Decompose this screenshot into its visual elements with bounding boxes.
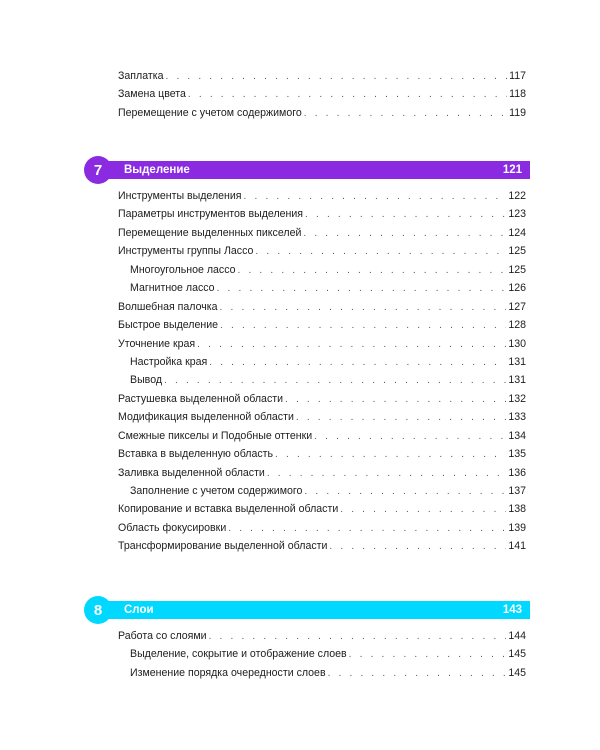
toc-entry-page: 119	[509, 106, 526, 119]
toc-entry-page: 133	[508, 411, 526, 424]
toc-entry-title: Инструменты выделения	[118, 190, 242, 202]
toc-entry-title: Выделение, сокрытие и отображение слоев	[130, 648, 347, 661]
toc-entry[interactable]	[84, 104, 530, 122]
toc-entry[interactable]	[84, 627, 530, 645]
toc-subentry[interactable]	[84, 371, 530, 389]
toc-entry-page: 127	[508, 300, 526, 313]
chapter-7-page: 121	[502, 164, 522, 176]
toc-entry-page: 118	[509, 88, 526, 101]
toc-leader-dots	[275, 446, 506, 464]
toc-entry-page: 139	[508, 521, 526, 534]
toc-entry[interactable]	[84, 519, 530, 537]
toc-entry[interactable]	[84, 537, 530, 555]
toc-entry-page: 137	[508, 485, 526, 497]
toc-entry-page: 131	[508, 374, 526, 387]
toc-entry-page: 144	[508, 630, 526, 642]
toc-entry[interactable]	[84, 224, 530, 242]
toc-leader-dots	[228, 520, 506, 538]
toc-entry-title: Магнитное лассо	[130, 282, 215, 295]
toc-leader-dots	[328, 665, 507, 683]
toc-entry-title: Изменение порядка очередности слоев	[130, 666, 326, 679]
toc-subentry[interactable]	[84, 279, 530, 297]
toc-entry-title: Работа со слоями	[118, 630, 207, 642]
chapter-7-title: Выделение	[124, 164, 190, 176]
toc-leader-dots	[329, 538, 506, 556]
toc-leader-dots	[220, 317, 506, 335]
toc-entry-page: 141	[508, 540, 526, 553]
toc-subentry[interactable]	[84, 645, 530, 663]
toc-entry-page: 134	[508, 429, 526, 442]
toc-subentry[interactable]	[84, 353, 530, 371]
toc-leader-dots	[244, 188, 507, 206]
toc-entry-page: 125	[508, 263, 526, 276]
toc-leader-dots	[304, 483, 506, 501]
toc-leader-dots	[238, 262, 507, 280]
toc-leader-dots	[349, 646, 507, 664]
toc-entry[interactable]	[84, 335, 530, 353]
toc-leader-dots	[340, 501, 506, 519]
toc-leader-dots	[255, 243, 506, 261]
toc-entry[interactable]	[84, 390, 530, 408]
toc-entry[interactable]	[84, 187, 530, 205]
chapter-7-number: 7	[84, 156, 112, 184]
toc-entry-page: 136	[508, 466, 526, 479]
toc-entry[interactable]	[84, 242, 530, 260]
toc-entry[interactable]	[84, 298, 530, 316]
toc-entry-page: 122	[508, 190, 526, 202]
toc-entry[interactable]	[84, 445, 530, 463]
toc-entry-page: 126	[508, 282, 526, 295]
toc-entry-title: Смежные пикселы и Подобные оттенки	[118, 429, 313, 442]
toc-entry-title: Уточнение края	[118, 337, 196, 350]
toc-entry-page: 124	[508, 226, 526, 239]
toc-leader-dots	[267, 465, 506, 483]
toc-entry-title: Параметры инструментов выделения	[118, 208, 304, 221]
toc-entry[interactable]	[84, 67, 530, 85]
toc-leader-dots	[209, 628, 507, 646]
toc-entry-page: 117	[509, 70, 526, 82]
toc-entry-title: Перемещение выделенных пикселей	[118, 226, 302, 239]
toc-entry[interactable]	[84, 464, 530, 482]
toc-section-top	[84, 67, 530, 122]
chapter-8-page: 143	[502, 604, 522, 616]
toc-entry-title: Область фокусировки	[118, 521, 227, 534]
toc-entry-title: Вывод	[130, 374, 163, 387]
toc-leader-dots	[285, 391, 506, 409]
toc-leader-dots	[188, 86, 507, 104]
toc-entry-title: Растушевка выделенной области	[118, 392, 284, 405]
toc-entry[interactable]	[84, 408, 530, 426]
toc-entry-title: Заполнение с учетом содержимого	[130, 485, 303, 497]
toc-entry-title: Волшебная палочка	[118, 300, 218, 313]
chapter-8-title: Слои	[124, 604, 154, 616]
toc-section-chapter-8	[84, 627, 530, 682]
toc-leader-dots	[305, 206, 506, 224]
toc-entry[interactable]	[84, 85, 530, 103]
toc-entry-page: 125	[508, 245, 526, 258]
toc-entry-title: Заливка выделенной области	[118, 466, 265, 479]
toc-entry-title: Вставка в выделенную область	[118, 448, 274, 461]
toc-subentry[interactable]	[84, 664, 530, 682]
toc-entry-page: 145	[508, 666, 526, 679]
toc-leader-dots	[165, 68, 507, 86]
toc-entry-page: 132	[508, 392, 526, 405]
toc-subentry[interactable]	[84, 261, 530, 279]
toc-entry-page: 123	[508, 208, 526, 221]
toc-entry-page: 145	[508, 648, 526, 661]
toc-leader-dots	[217, 280, 507, 298]
toc-entry[interactable]	[84, 427, 530, 445]
toc-entry-title: Модификация выделенной области	[118, 411, 294, 424]
toc-entry-page: 135	[508, 448, 526, 461]
toc-entry-page: 138	[508, 503, 526, 516]
toc-entry-title: Настройка края	[130, 355, 208, 368]
toc-subentry[interactable]	[84, 482, 530, 500]
toc-entry-title: Перемещение с учетом содержимого	[118, 106, 302, 119]
chapter-8-header[interactable]	[84, 598, 530, 622]
toc-entry[interactable]	[84, 205, 530, 223]
chapter-8-band	[106, 601, 530, 619]
toc-entry-title: Трансформирование выделенной области	[118, 540, 328, 553]
toc-entry-title: Заплатка	[118, 70, 164, 82]
toc-entry-title: Замена цвета	[118, 88, 186, 101]
toc-entry-title: Инструменты группы Лассо	[118, 245, 254, 258]
toc-section-chapter-7	[84, 187, 530, 556]
toc-entry[interactable]	[84, 316, 530, 334]
chapter-8-number: 8	[84, 596, 112, 624]
toc-entry-title: Быстрое выделение	[118, 319, 219, 332]
toc-entry-page: 130	[508, 337, 526, 350]
toc-entry-title: Многоугольное лассо	[130, 263, 236, 276]
toc-leader-dots	[164, 372, 506, 390]
toc-entry-page: 131	[508, 355, 526, 368]
toc-leader-dots	[296, 409, 506, 427]
toc-entry-title: Копирование и вставка выделенной области	[118, 503, 339, 516]
toc-entry-page: 128	[508, 319, 526, 332]
chapter-7-band	[106, 161, 530, 179]
toc-leader-dots	[209, 354, 506, 372]
chapter-7-header[interactable]	[84, 158, 530, 182]
toc-leader-dots	[197, 336, 506, 354]
toc-leader-dots	[220, 299, 507, 317]
toc-leader-dots	[304, 105, 507, 123]
toc-leader-dots	[303, 225, 506, 243]
toc-entry[interactable]	[84, 500, 530, 518]
toc-leader-dots	[314, 428, 506, 446]
